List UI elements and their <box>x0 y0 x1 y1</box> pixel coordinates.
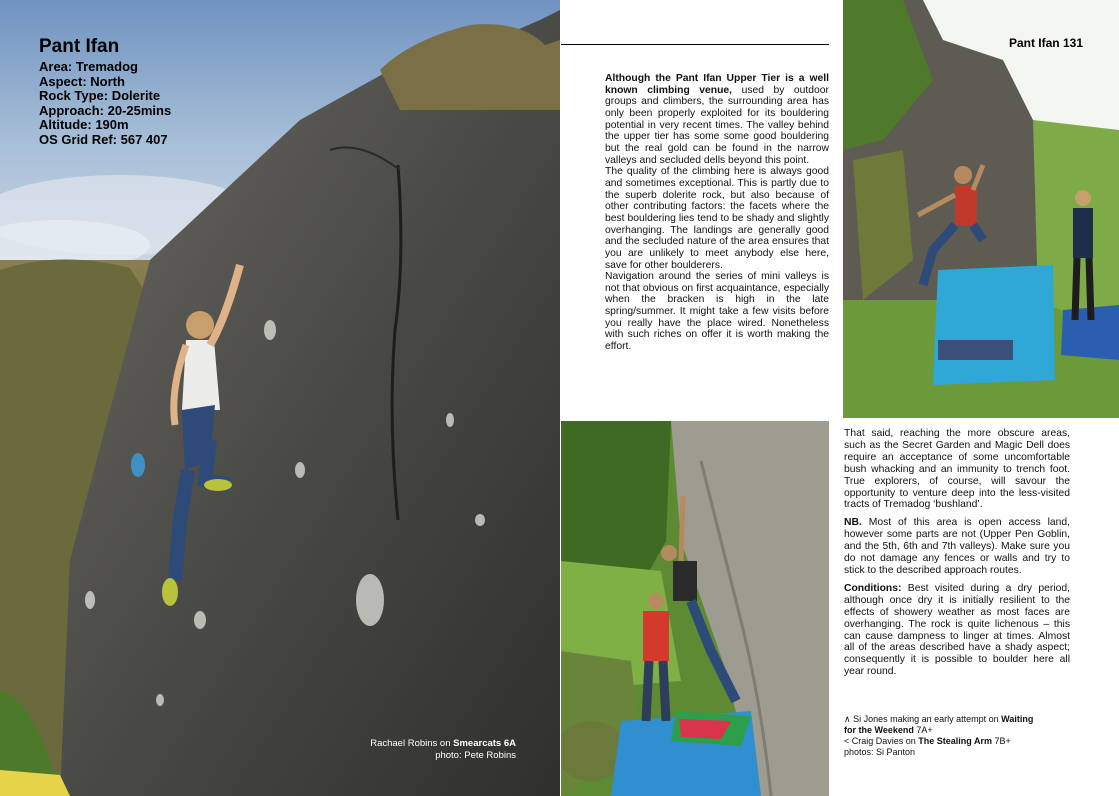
location-facts <box>39 60 171 148</box>
photo-caption-left <box>370 738 516 761</box>
fact-altitude: Altitude: 190m <box>39 117 129 133</box>
fact-aspect: Aspect: North <box>39 73 125 89</box>
conditions-text: Best visited during a dry period, although once dry it is initially resilient to the effects of showery weather as most faces are overhanging. The rock is quite lichenous – this can cause dampness to linger at times. Almost all of the areas described have a shady aspect; consequently it is possible to boulder here all year round. <box>844 582 1070 678</box>
boulder-photo-top-right <box>843 0 1119 418</box>
page-title: Pant Ifan <box>39 36 120 57</box>
caption-line-3 <box>844 736 1074 747</box>
caption-1-route-b: for the Weekend <box>844 725 914 735</box>
caption-1-grade: 7A+ <box>913 725 933 735</box>
fact-grid-ref: OS Grid Ref: 567 407 <box>39 131 168 147</box>
caption-line-4: photos: Si Panton <box>844 747 916 757</box>
caption-2-route: The Stealing Arm <box>918 736 992 746</box>
caption-1-route-a: Waiting <box>1001 714 1034 724</box>
quality-paragraph: The quality of the climbing here is always good and sometimes exceptional. This is partly due to the superb dolerite rock, but also because of other contributing factors: the facets where the best bouldering lies tend to be shady and slightly overhanging. The landings are generally good and the secluded nature of the area ensures that you are unlikely to meet anybody else here, save for other boulderers. <box>605 166 829 271</box>
intro-text-column <box>605 73 829 353</box>
nb-text: Most of this area is open access land, however some parts are not (Upper Pen Goblin, and the 5th, 6th and 7th valleys). Make sure you do not damage any fences or walls and try to stick to the described approach routes. <box>844 517 1070 576</box>
conditions-label: Conditions: <box>844 582 902 594</box>
boulder-photo-bottom <box>561 421 829 796</box>
fact-approach: Approach: 20-25mins <box>39 102 172 118</box>
intro-lead: Although the Pant Ifan Upper Tier is a well known climbing venue, <box>605 73 829 96</box>
caption-line-2 <box>844 725 1074 736</box>
fact-rock-type: Rock Type: Dolerite <box>39 88 161 104</box>
caption-line-1 <box>844 714 1074 725</box>
details-text-column <box>844 428 1070 684</box>
caption-1-prefix: ∧ Si Jones making an early attempt on <box>844 714 1002 724</box>
header-rule <box>561 44 829 45</box>
fact-area: Area: Tremadog <box>39 59 138 74</box>
boulder-scene-bottom <box>561 421 829 796</box>
caption-2-grade: 7B+ <box>991 736 1011 746</box>
access-paragraph: That said, reaching the more obscure areas, such as the Secret Garden and Magic Dell does require an acceptance of some uncomfortable bush whacking and an immunity to trench foot. True explorers, of course, will savour the opportunity to venture deep into the less-visited tracts of Tremadog ‘bushland’. <box>844 428 1070 511</box>
navigation-paragraph: Navigation around the series of mini valleys is not that obvious on first acquaintance, especially when the bracken is high in the late spring/summer. It might take a few visits before you really have the place wired. Nonetheless with such riches on offer it is worth making the effort. <box>605 271 829 353</box>
caption-route: Smearcats 6A <box>453 738 516 749</box>
intro-body: used by outdoor groups and climbers, the surrounding area has only been properly exploited for its bouldering potential in very recent times. The valley behind the upper tier has some some good bouldering but the real gold can be found in the narrow valleys and secluded dells beyond this point. <box>605 84 830 166</box>
boulder-scene-top <box>843 0 1119 418</box>
intro-paragraph <box>605 73 829 166</box>
photo-captions-right <box>844 714 1074 758</box>
conditions-paragraph <box>844 583 1070 678</box>
page-header: Pant Ifan 131 <box>1008 36 1083 50</box>
caption-climber: Rachael Robins on <box>370 738 454 749</box>
caption-2-prefix: < Craig Davies on <box>844 736 919 746</box>
caption-photographer: photo: Pete Robins <box>435 749 516 761</box>
nb-paragraph <box>844 517 1070 577</box>
nb-label: NB. <box>844 517 862 529</box>
